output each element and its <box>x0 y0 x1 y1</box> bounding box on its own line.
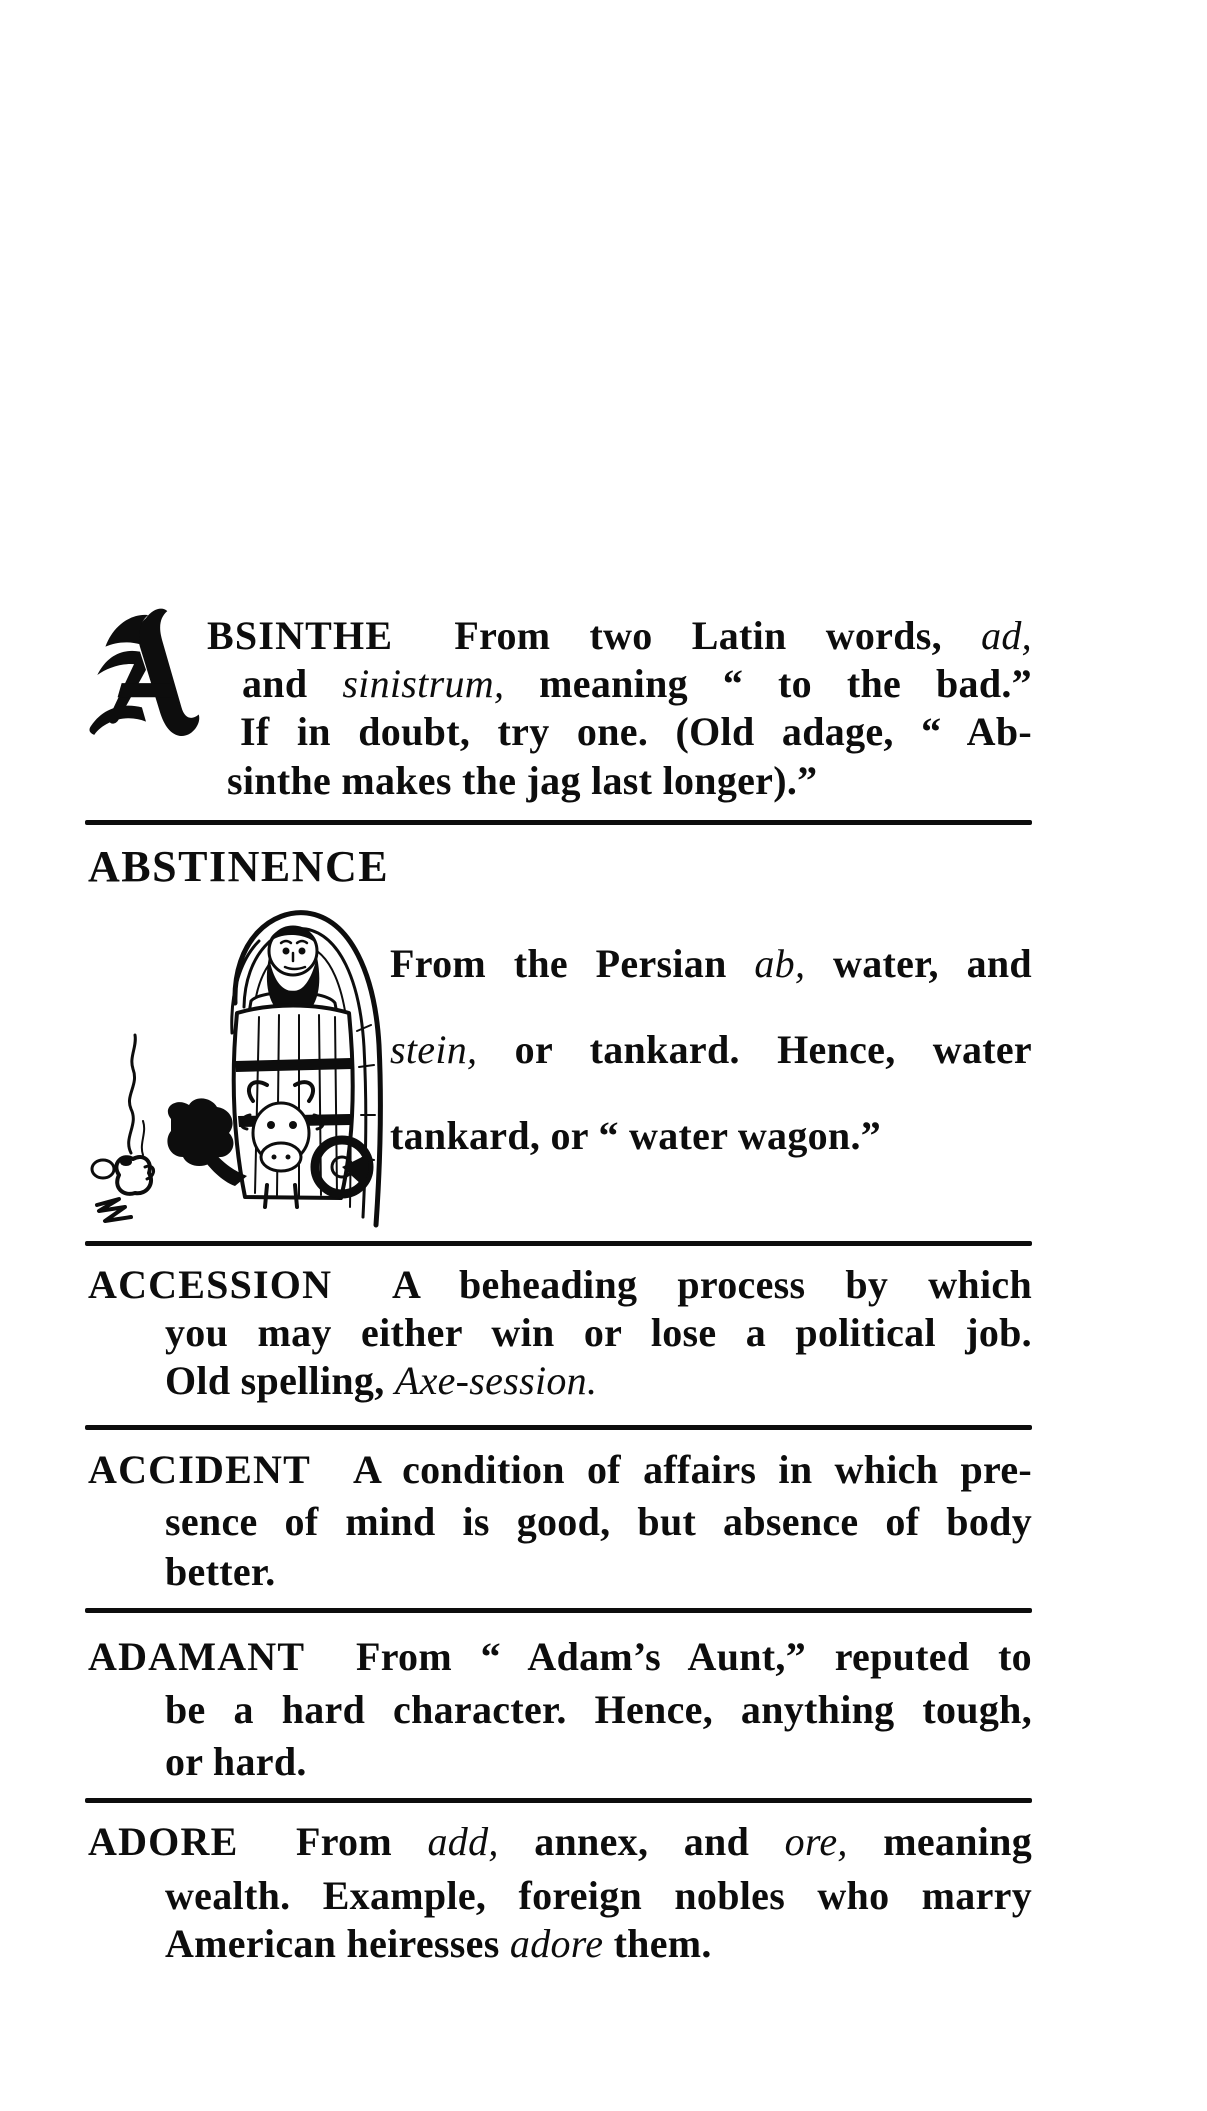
entry-line <box>240 708 1032 756</box>
divider-rule <box>85 1798 1032 1803</box>
entry-text: them. <box>613 1921 712 1966</box>
entry-line <box>165 1309 1032 1357</box>
entry-text: sence of mind is good, but absence of body <box>165 1499 1032 1544</box>
entry-line <box>390 940 1032 988</box>
entry-term: ADAMANT <box>88 1634 306 1679</box>
entry-line <box>242 660 1032 708</box>
entry-text-italic: stein, <box>390 1027 478 1072</box>
entry-text: From two Latin words, <box>454 613 942 658</box>
entry-line <box>207 612 1032 660</box>
entry-text: water, and <box>833 941 1032 986</box>
entry-text-italic: ad, <box>981 613 1032 658</box>
ground-squiggle-icon <box>97 1199 131 1221</box>
divider-rule <box>85 1241 1032 1246</box>
entry-text: A beheading process by which <box>392 1262 1032 1307</box>
jug-icon <box>92 1157 154 1194</box>
entry-line <box>390 1112 881 1160</box>
entry-text: and <box>242 661 308 706</box>
drop-cap-a-icon <box>85 606 209 748</box>
entry-term-text: ABSTINENCE <box>88 842 390 891</box>
entry-line <box>165 1498 1032 1546</box>
divider-rule <box>85 820 1032 825</box>
entry-text-italic: ore, <box>784 1819 848 1864</box>
smoke-icon <box>129 1035 144 1155</box>
entry-line <box>165 1738 307 1786</box>
divider-rule <box>85 1608 1032 1613</box>
entry-term: ACCIDENT <box>88 1447 311 1492</box>
entry-term: ADORE <box>88 1819 239 1864</box>
divider-rule <box>85 1425 1032 1430</box>
entry-line <box>165 1686 1032 1734</box>
entry-line <box>390 1026 1032 1074</box>
entry-text-italic: Axe-session. <box>394 1358 598 1403</box>
entry-text: annex, and <box>534 1819 750 1864</box>
entry-text: American heiresses <box>165 1921 500 1966</box>
entry-text: tankard, or “ water wagon.” <box>390 1113 882 1158</box>
entry-line <box>165 1548 276 1596</box>
entry-line <box>88 1633 1032 1681</box>
entry-text: meaning “ to the bad.” <box>539 661 1032 706</box>
entry-text: Old spelling, <box>165 1358 385 1403</box>
entry-text: From “ Adam’s Aunt,” reputed to <box>355 1634 1032 1679</box>
entry-text-italic: ab, <box>754 941 806 986</box>
entry-text: sinthe makes the jag last longer).” <box>227 758 818 803</box>
entry-term <box>88 843 389 891</box>
entry-line <box>88 1446 1032 1494</box>
entry-text: wealth. Example, foreign nobles who marry <box>165 1873 1032 1918</box>
entry-text: A condition of affairs in which pre- <box>352 1447 1033 1492</box>
entry-line <box>88 1261 1032 1309</box>
entry-term: BSINTHE <box>207 613 394 658</box>
entry-text: If in doubt, try one. (Old adage, “ Ab- <box>240 709 1032 754</box>
entry-text: better. <box>165 1549 276 1594</box>
entry-text: or hard. <box>165 1739 307 1784</box>
entry-line <box>227 757 817 805</box>
entry-line <box>88 1818 1032 1866</box>
entry-line <box>165 1357 597 1405</box>
entry-text: From <box>295 1819 392 1864</box>
entry-line <box>165 1872 1032 1920</box>
entry-text-italic: adore <box>509 1921 604 1966</box>
entry-text-italic: sinistrum, <box>342 661 505 706</box>
entry-term: ACCESSION <box>88 1262 333 1307</box>
entry-text: From the Persian <box>390 941 727 986</box>
entry-text: you may either win or lose a political job. <box>165 1310 1032 1355</box>
water-wagon-illustration <box>85 905 400 1235</box>
entry-text: or tankard. Hence, water <box>514 1027 1032 1072</box>
entry-text: be a hard character. Hence, anything tough, <box>165 1687 1032 1732</box>
entry-text-italic: add, <box>427 1819 499 1864</box>
entry-text: meaning <box>883 1819 1033 1864</box>
entry-line <box>165 1920 712 1968</box>
